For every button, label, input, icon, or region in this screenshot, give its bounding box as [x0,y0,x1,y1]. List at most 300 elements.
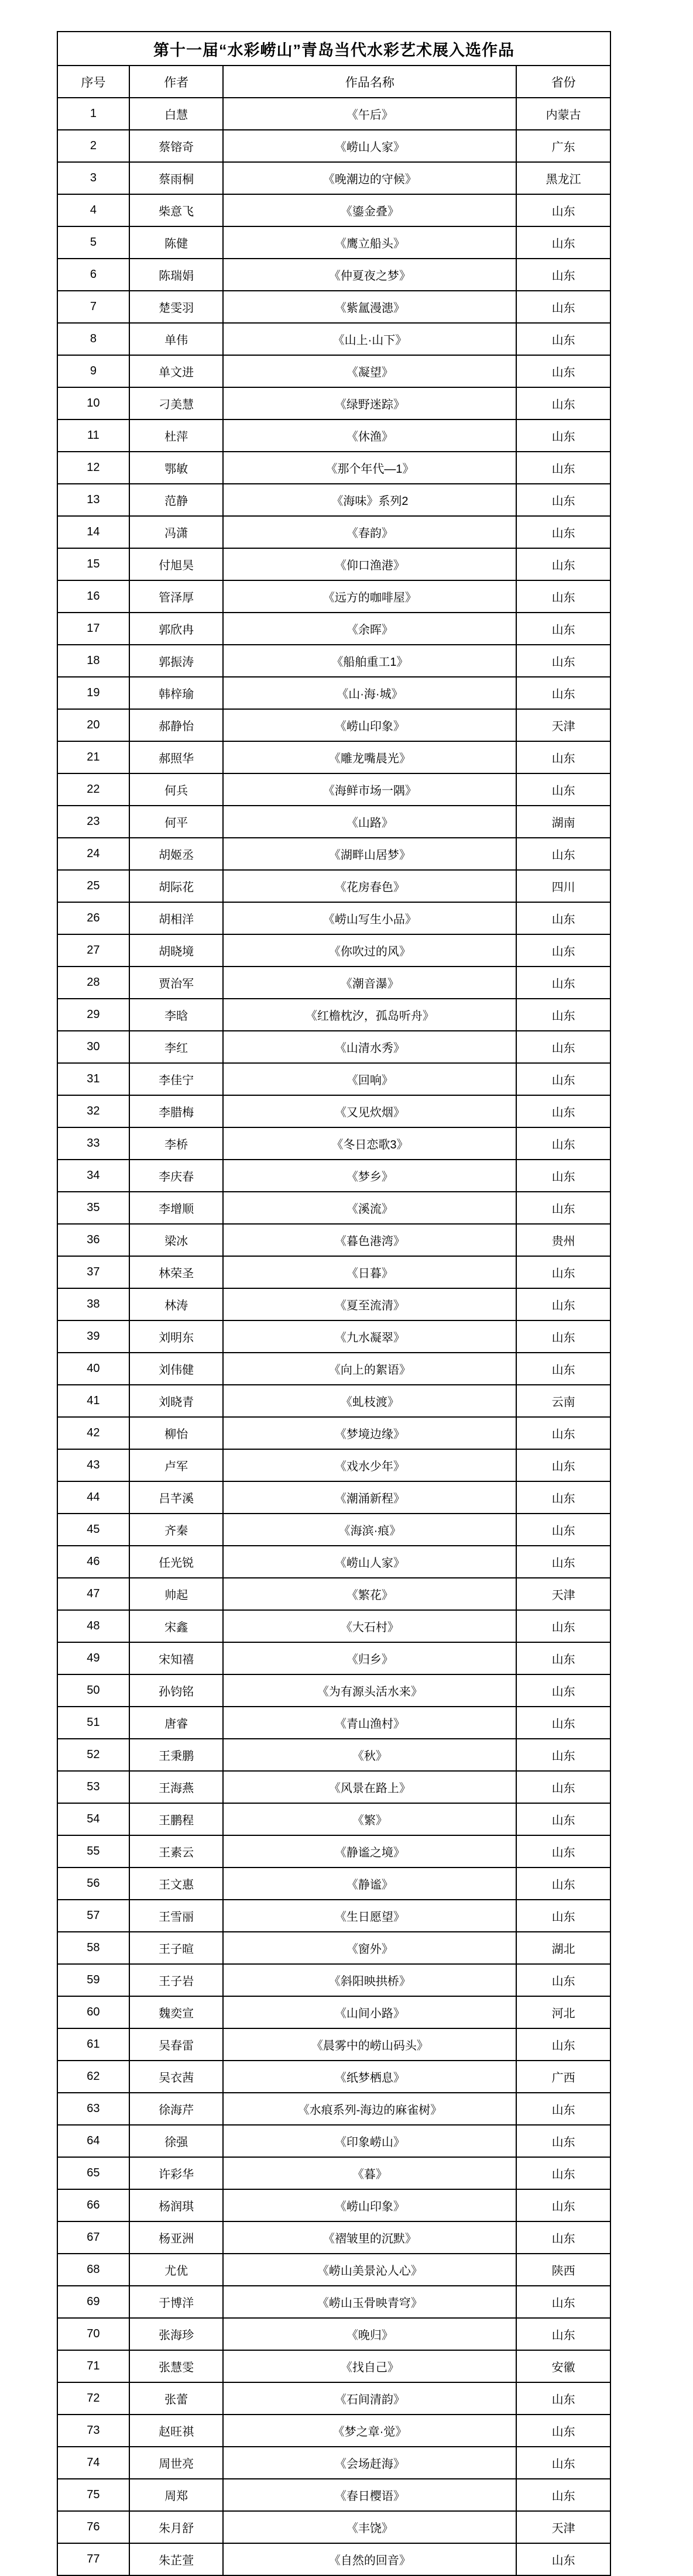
cell-no: 53 [57,1771,129,1803]
table-row [57,1932,610,1964]
cell-artwork: 《山·海·城》 [223,677,516,709]
cell-province: 山东 [516,323,610,355]
cell-province: 山东 [516,2318,610,2350]
cell-artwork: 《冬日恋歌3》 [223,1127,516,1160]
cell-province: 山东 [516,1192,610,1224]
table-row [57,2479,610,2511]
cell-province: 山东 [516,2382,610,2415]
cell-artwork: 《崂山印象》 [223,2189,516,2221]
cell-no: 17 [57,613,129,645]
cell-province: 天津 [516,2511,610,2543]
cell-province: 山东 [516,1642,610,1674]
cell-artwork: 《溪流》 [223,1192,516,1224]
cell-artwork: 《红檐枕汐，孤岛听舟》 [223,999,516,1031]
cell-no: 52 [57,1739,129,1771]
table-row [57,1642,610,1674]
cell-artwork: 《崂山美景沁人心》 [223,2254,516,2286]
cell-province: 湖南 [516,806,610,838]
cell-no: 43 [57,1449,129,1481]
cell-author: 任光锐 [129,1546,224,1578]
cell-author: 王海燕 [129,1771,224,1803]
cell-province: 山东 [516,259,610,291]
cell-artwork: 《九水凝翠》 [223,1320,516,1353]
cell-author: 蔡雨桐 [129,162,224,194]
cell-author: 徐海芹 [129,2093,224,2125]
cell-province: 山东 [516,1449,610,1481]
cell-no: 7 [57,291,129,323]
cell-province: 天津 [516,709,610,741]
cell-author: 单文进 [129,355,224,387]
cell-no: 73 [57,2415,129,2447]
table-row [57,2157,610,2189]
header-row [57,66,610,98]
cell-artwork: 《山清水秀》 [223,1031,516,1063]
cell-province: 山东 [516,2221,610,2254]
cell-province: 山东 [516,484,610,516]
table-row [57,2189,610,2221]
cell-artwork: 《花房春色》 [223,870,516,902]
cell-province: 安徽 [516,2350,610,2382]
table-row [57,387,610,419]
cell-author: 柴意飞 [129,194,224,226]
table-row [57,580,610,613]
cell-author: 刘晓青 [129,1385,224,1417]
table-row [57,194,610,226]
cell-province: 山东 [516,1031,610,1063]
cell-artwork: 《崂山人家》 [223,1546,516,1578]
cell-author: 李腊梅 [129,1095,224,1127]
cell-artwork: 《静谧》 [223,1867,516,1900]
table-row [57,1546,610,1578]
cell-no: 31 [57,1063,129,1095]
cell-no: 72 [57,2382,129,2415]
cell-province: 山东 [516,1160,610,1192]
cell-artwork: 《大石村》 [223,1610,516,1642]
table-row [57,419,610,452]
cell-province: 山东 [516,1127,610,1160]
cell-author: 王素云 [129,1835,224,1867]
table-row [57,2350,610,2382]
cell-author: 吴春雷 [129,2028,224,2061]
cell-province: 山东 [516,2028,610,2061]
cell-province: 山东 [516,2125,610,2157]
table-row [57,1835,610,1867]
cell-author: 孙钧铭 [129,1674,224,1707]
cell-no: 28 [57,967,129,999]
cell-author: 胡相洋 [129,902,224,934]
cell-author: 李晗 [129,999,224,1031]
cell-artwork: 《纸梦栖息》 [223,2061,516,2093]
cell-no: 77 [57,2543,129,2575]
cell-province: 山东 [516,1835,610,1867]
cell-artwork: 《暮》 [223,2157,516,2189]
cell-no: 69 [57,2286,129,2318]
cell-artwork: 《水痕系列-海边的麻雀树》 [223,2093,516,2125]
cell-province: 山东 [516,2543,610,2575]
table-row [57,548,610,580]
cell-author: 卢军 [129,1449,224,1481]
cell-province: 山东 [516,1674,610,1707]
table-row [57,773,610,806]
cell-no: 29 [57,999,129,1031]
cell-no: 50 [57,1674,129,1707]
cell-artwork: 《紫氲漫漶》 [223,291,516,323]
cell-artwork: 《崂山玉骨映青穹》 [223,2286,516,2318]
table-row [57,452,610,484]
cell-author: 刘明东 [129,1320,224,1353]
cell-province: 山东 [516,902,610,934]
cell-author: 赵旺祺 [129,2415,224,2447]
cell-artwork: 《风景在路上》 [223,1771,516,1803]
cell-no: 35 [57,1192,129,1224]
cell-artwork: 《梦乡》 [223,1160,516,1192]
cell-province: 山东 [516,645,610,677]
table-row [57,2221,610,2254]
cell-no: 39 [57,1320,129,1353]
table-row [57,2543,610,2575]
cell-artwork: 《余晖》 [223,613,516,645]
cell-no: 58 [57,1932,129,1964]
cell-artwork: 《自然的回音》 [223,2543,516,2575]
cell-province: 广西 [516,2061,610,2093]
cell-author: 尤优 [129,2254,224,2286]
cell-province: 山东 [516,967,610,999]
table-row [57,2447,610,2479]
cell-province: 山东 [516,1481,610,1514]
cell-province: 山东 [516,2415,610,2447]
cell-artwork: 《仰口渔港》 [223,548,516,580]
table-row [57,1063,610,1095]
table-row [57,2254,610,2286]
cell-author: 管泽厚 [129,580,224,613]
table-row [57,677,610,709]
cell-artwork: 《山上·山下》 [223,323,516,355]
cell-province: 山东 [516,580,610,613]
cell-province: 山东 [516,2286,610,2318]
cell-province: 山东 [516,1803,610,1835]
cell-author: 张蕾 [129,2382,224,2415]
table-row [57,2382,610,2415]
cell-artwork: 《海鲜市场一隅》 [223,773,516,806]
cell-province: 山东 [516,613,610,645]
cell-artwork: 《凝望》 [223,355,516,387]
cell-artwork: 《春韵》 [223,516,516,548]
table-row [57,226,610,259]
cell-artwork: 《向上的絮语》 [223,1353,516,1385]
cell-author: 帅起 [129,1578,224,1610]
cell-province: 天津 [516,1578,610,1610]
cell-author: 吕芊溪 [129,1481,224,1514]
table-row [57,645,610,677]
cell-author: 王鹏程 [129,1803,224,1835]
cell-author: 李佳宁 [129,1063,224,1095]
cell-no: 75 [57,2479,129,2511]
cell-artwork: 《又见炊烟》 [223,1095,516,1127]
cell-artwork: 《静谧之境》 [223,1835,516,1867]
cell-author: 何平 [129,806,224,838]
cell-no: 64 [57,2125,129,2157]
cell-no: 8 [57,323,129,355]
col-header-province: 省份 [516,66,610,98]
table-row [57,1964,610,1996]
cell-author: 郝静怡 [129,709,224,741]
cell-author: 贾治军 [129,967,224,999]
cell-no: 63 [57,2093,129,2125]
cell-province: 山东 [516,226,610,259]
cell-no: 4 [57,194,129,226]
cell-author: 柳怡 [129,1417,224,1449]
cell-author: 李增顺 [129,1192,224,1224]
table-row [57,1610,610,1642]
cell-no: 68 [57,2254,129,2286]
cell-province: 山东 [516,677,610,709]
cell-no: 26 [57,902,129,934]
cell-no: 25 [57,870,129,902]
table-row [57,1417,610,1449]
cell-province: 山东 [516,1095,610,1127]
cell-author: 吴衣茜 [129,2061,224,2093]
table-row [57,162,610,194]
cell-province: 山东 [516,1417,610,1449]
table-row [57,999,610,1031]
cell-author: 魏奕宣 [129,1996,224,2028]
table-row [57,2125,610,2157]
cell-artwork: 《春日樱语》 [223,2479,516,2511]
cell-province: 云南 [516,1385,610,1417]
cell-province: 山东 [516,1063,610,1095]
cell-no: 21 [57,741,129,773]
cell-author: 郭欣冉 [129,613,224,645]
col-header-author: 作者 [129,66,224,98]
cell-artwork: 《暮色港湾》 [223,1224,516,1256]
cell-no: 15 [57,548,129,580]
cell-author: 冯潇 [129,516,224,548]
cell-province: 山东 [516,355,610,387]
cell-no: 51 [57,1707,129,1739]
table-row [57,1707,610,1739]
table-row [57,902,610,934]
cell-author: 王子岩 [129,1964,224,1996]
cell-author: 王文惠 [129,1867,224,1900]
table-row [57,1224,610,1256]
table-row [57,934,610,967]
cell-artwork: 《你吹过的风》 [223,934,516,967]
table-row [57,1803,610,1835]
table-row [57,1449,610,1481]
cell-province: 山东 [516,452,610,484]
table-row [57,259,610,291]
cell-artwork: 《崂山人家》 [223,130,516,162]
cell-author: 韩梓瑜 [129,677,224,709]
cell-no: 27 [57,934,129,967]
cell-no: 48 [57,1610,129,1642]
cell-author: 宋鑫 [129,1610,224,1642]
table-row [57,130,610,162]
cell-no: 62 [57,2061,129,2093]
cell-artwork: 《回响》 [223,1063,516,1095]
cell-artwork: 《斜阳映拱桥》 [223,1964,516,1996]
col-header-artwork: 作品名称 [223,66,516,98]
cell-author: 范静 [129,484,224,516]
table-row [57,1481,610,1514]
cell-no: 49 [57,1642,129,1674]
cell-no: 74 [57,2447,129,2479]
cell-no: 45 [57,1514,129,1546]
cell-author: 郭振涛 [129,645,224,677]
cell-artwork: 《山间小路》 [223,1996,516,2028]
table-row [57,1095,610,1127]
cell-author: 蔡镕奇 [129,130,224,162]
cell-artwork: 《找自己》 [223,2350,516,2382]
cell-province: 山东 [516,2447,610,2479]
cell-province: 山东 [516,1514,610,1546]
cell-province: 内蒙古 [516,98,610,130]
cell-no: 10 [57,387,129,419]
table-row [57,1288,610,1320]
cell-no: 44 [57,1481,129,1514]
cell-author: 朱芷萱 [129,2543,224,2575]
cell-artwork: 《梦之章·觉》 [223,2415,516,2447]
cell-author: 王子暄 [129,1932,224,1964]
table-row [57,709,610,741]
cell-artwork: 《鹰立船头》 [223,226,516,259]
cell-no: 24 [57,838,129,870]
cell-no: 5 [57,226,129,259]
cell-province: 山东 [516,934,610,967]
cell-province: 贵州 [516,1224,610,1256]
cell-author: 徐强 [129,2125,224,2157]
cell-author: 胡姬丞 [129,838,224,870]
cell-province: 山东 [516,387,610,419]
cell-artwork: 《休渔》 [223,419,516,452]
cell-no: 60 [57,1996,129,2028]
cell-no: 2 [57,130,129,162]
cell-no: 54 [57,1803,129,1835]
cell-no: 66 [57,2189,129,2221]
cell-no: 65 [57,2157,129,2189]
cell-artwork: 《归乡》 [223,1642,516,1674]
cell-author: 李桥 [129,1127,224,1160]
cell-no: 14 [57,516,129,548]
table-row [57,1320,610,1353]
cell-no: 18 [57,645,129,677]
table-row [57,98,610,130]
table-row [57,1771,610,1803]
table-row [57,1256,610,1288]
cell-no: 32 [57,1095,129,1127]
cell-author: 胡晓境 [129,934,224,967]
cell-no: 41 [57,1385,129,1417]
cell-no: 30 [57,1031,129,1063]
cell-author: 梁冰 [129,1224,224,1256]
cell-author: 何兵 [129,773,224,806]
cell-author: 张海珍 [129,2318,224,2350]
cell-author: 陈瑞娟 [129,259,224,291]
cell-author: 林涛 [129,1288,224,1320]
cell-no: 22 [57,773,129,806]
cell-author: 单伟 [129,323,224,355]
cell-no: 23 [57,806,129,838]
cell-artwork: 《石间清韵》 [223,2382,516,2415]
cell-author: 陈健 [129,226,224,259]
cell-author: 胡际花 [129,870,224,902]
cell-artwork: 《潮音瀑》 [223,967,516,999]
table-body [57,98,610,2575]
cell-province: 山东 [516,838,610,870]
cell-artwork: 《为有源头活水来》 [223,1674,516,1707]
table-row [57,2511,610,2543]
cell-author: 于博洋 [129,2286,224,2318]
cell-artwork: 《青山渔村》 [223,1707,516,1739]
cell-province: 山东 [516,1288,610,1320]
table-row [57,2093,610,2125]
cell-author: 王秉鹏 [129,1739,224,1771]
cell-province: 山东 [516,419,610,452]
table-row [57,1127,610,1160]
cell-province: 山东 [516,1707,610,1739]
cell-no: 19 [57,677,129,709]
cell-artwork: 《绿野迷踪》 [223,387,516,419]
cell-no: 57 [57,1900,129,1932]
cell-no: 6 [57,259,129,291]
cell-no: 38 [57,1288,129,1320]
table-row [57,355,610,387]
cell-province: 广东 [516,130,610,162]
table-row [57,741,610,773]
cell-province: 山东 [516,1771,610,1803]
table-row [57,613,610,645]
cell-author: 刘伟健 [129,1353,224,1385]
cell-no: 59 [57,1964,129,1996]
cell-no: 56 [57,1867,129,1900]
cell-no: 36 [57,1224,129,1256]
cell-artwork: 《戏水少年》 [223,1449,516,1481]
cell-artwork: 《繁》 [223,1803,516,1835]
cell-artwork: 《生日愿望》 [223,1900,516,1932]
table-row [57,323,610,355]
table-row [57,1578,610,1610]
cell-author: 楚雯羽 [129,291,224,323]
cell-no: 20 [57,709,129,741]
cell-author: 杨亚洲 [129,2221,224,2254]
page-title: 第十一届“水彩崂山”青岛当代水彩艺术展入选作品 [57,32,610,66]
cell-author: 王雪丽 [129,1900,224,1932]
cell-province: 山东 [516,2157,610,2189]
cell-province: 四川 [516,870,610,902]
table-row [57,1674,610,1707]
cell-no: 42 [57,1417,129,1449]
cell-author: 杨润琪 [129,2189,224,2221]
cell-province: 山东 [516,1739,610,1771]
cell-province: 山东 [516,1900,610,1932]
cell-province: 山东 [516,516,610,548]
cell-no: 12 [57,452,129,484]
cell-author: 李红 [129,1031,224,1063]
table-row [57,1353,610,1385]
table-row [57,1900,610,1932]
cell-no: 3 [57,162,129,194]
cell-no: 61 [57,2028,129,2061]
cell-province: 山东 [516,773,610,806]
cell-province: 山东 [516,2189,610,2221]
table-row [57,1031,610,1063]
cell-author: 周郑 [129,2479,224,2511]
table-row [57,838,610,870]
cell-no: 71 [57,2350,129,2382]
cell-province: 黑龙江 [516,162,610,194]
cell-author: 朱月舒 [129,2511,224,2543]
table-row [57,2318,610,2350]
